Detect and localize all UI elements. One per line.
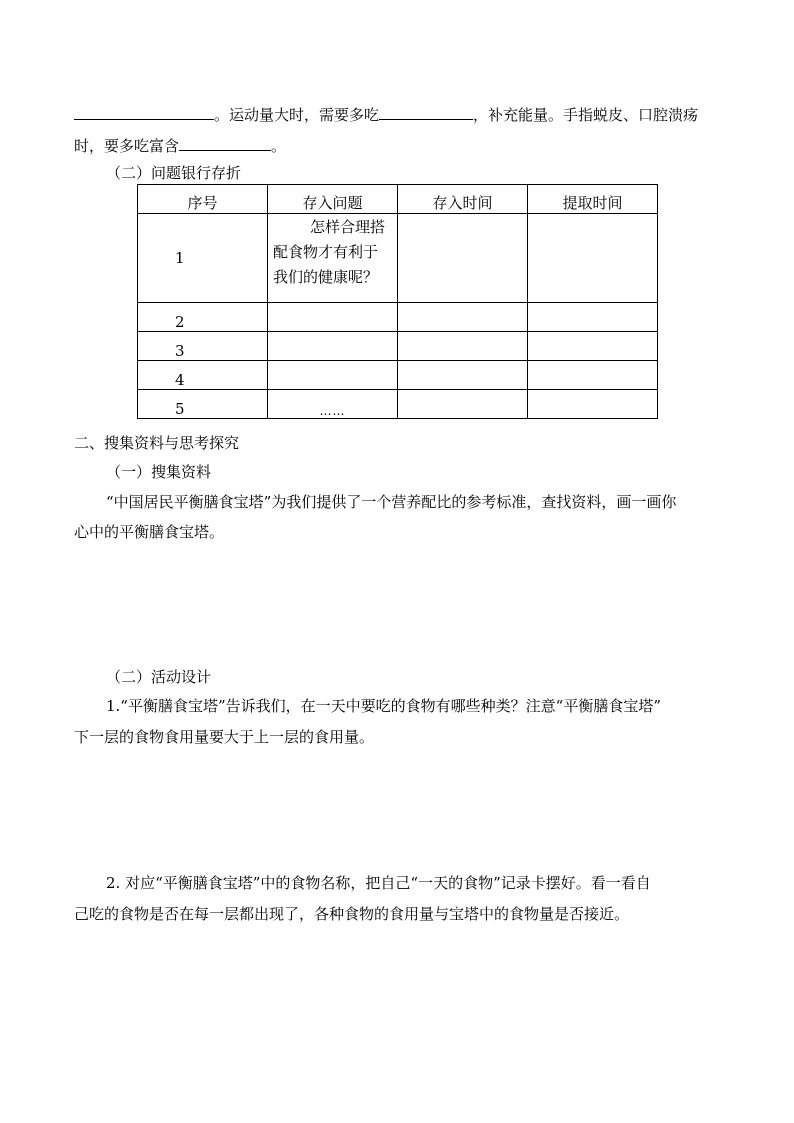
row-number: 2 xyxy=(138,303,268,332)
question-cell[interactable] xyxy=(268,303,398,332)
deposit-time-cell[interactable] xyxy=(398,303,528,332)
table-row xyxy=(138,390,658,419)
paragraph-line: “中国居民平衡膳食宝塔”为我们提供了一个营养配比的参考标准，查找资料，画一画你 xyxy=(106,493,677,511)
activity-item-2-line: 己吃的食物是否在每一层都出现了，各种食物的食用量与宝塔中的食物量是否接近。 xyxy=(74,905,630,923)
withdraw-time-cell[interactable] xyxy=(528,361,658,390)
withdraw-time-cell[interactable] xyxy=(528,390,658,419)
row-number: 3 xyxy=(138,332,268,361)
text-segment: 时，要多吃富含 xyxy=(74,137,180,155)
fill-in-line-2 xyxy=(74,135,286,156)
deposit-time-cell[interactable] xyxy=(398,390,528,419)
text-segment: ，补充能量。手指蜕皮、口腔溃疡 xyxy=(473,106,699,124)
subsection-heading-collect: （一）搜集资料 xyxy=(106,463,212,481)
table-row xyxy=(138,303,658,332)
section-heading-question-bank: （二）问题银行存折 xyxy=(106,164,242,182)
text-segment: 。 xyxy=(271,137,287,155)
answer-blank-3[interactable] xyxy=(179,135,271,151)
part-heading: 二、搜集资料与思考探究 xyxy=(74,434,240,452)
paragraph-line: 心中的平衡膳食宝塔。 xyxy=(74,523,225,541)
withdraw-time-cell[interactable] xyxy=(528,303,658,332)
table-header-row xyxy=(138,185,658,214)
question-bank-table xyxy=(137,184,658,419)
column-header-deposit-time: 存入时间 xyxy=(398,185,528,214)
answer-blank-1[interactable] xyxy=(74,104,214,120)
subsection-heading-activity: （二）活动设计 xyxy=(106,668,212,686)
question-line: 配食物才有利于 xyxy=(273,243,379,261)
withdraw-time-cell[interactable] xyxy=(528,214,658,303)
fill-in-line-1 xyxy=(74,104,698,125)
row-number: 4 xyxy=(138,361,268,390)
column-header-withdraw-time: 提取时间 xyxy=(528,185,658,214)
question-line: 怎样合理搭 xyxy=(310,218,386,236)
column-header-question: 存入问题 xyxy=(268,185,398,214)
table-row xyxy=(138,361,658,390)
answer-blank-2[interactable] xyxy=(379,104,473,120)
deposit-time-cell[interactable] xyxy=(398,214,528,303)
column-header-number: 序号 xyxy=(138,185,268,214)
question-line: 我们的健康呢？ xyxy=(273,268,379,286)
table-row xyxy=(138,214,658,303)
deposit-time-cell[interactable] xyxy=(398,361,528,390)
question-cell[interactable] xyxy=(268,361,398,390)
question-cell[interactable]: …… xyxy=(268,390,398,419)
text-segment: 。运动量大时，需要多吃 xyxy=(214,106,380,124)
deposit-time-cell[interactable] xyxy=(398,332,528,361)
withdraw-time-cell[interactable] xyxy=(528,332,658,361)
row-number: 1 xyxy=(138,214,268,303)
activity-item-2-line: 2. 对应“平衡膳食宝塔”中的食物名称，把自己“一天的食物”记录卡摆好。看一看自 xyxy=(106,874,651,892)
row-number: 5 xyxy=(138,390,268,419)
table-row xyxy=(138,332,658,361)
activity-item-1-line: 下一层的食物食用量要大于上一层的食用量。 xyxy=(74,728,375,746)
question-cell[interactable] xyxy=(268,332,398,361)
activity-item-1-line: 1.“平衡膳食宝塔”告诉我们，在一天中要吃的食物有哪些种类？注意“平衡膳食宝塔” xyxy=(106,697,661,715)
question-cell[interactable] xyxy=(268,214,398,303)
